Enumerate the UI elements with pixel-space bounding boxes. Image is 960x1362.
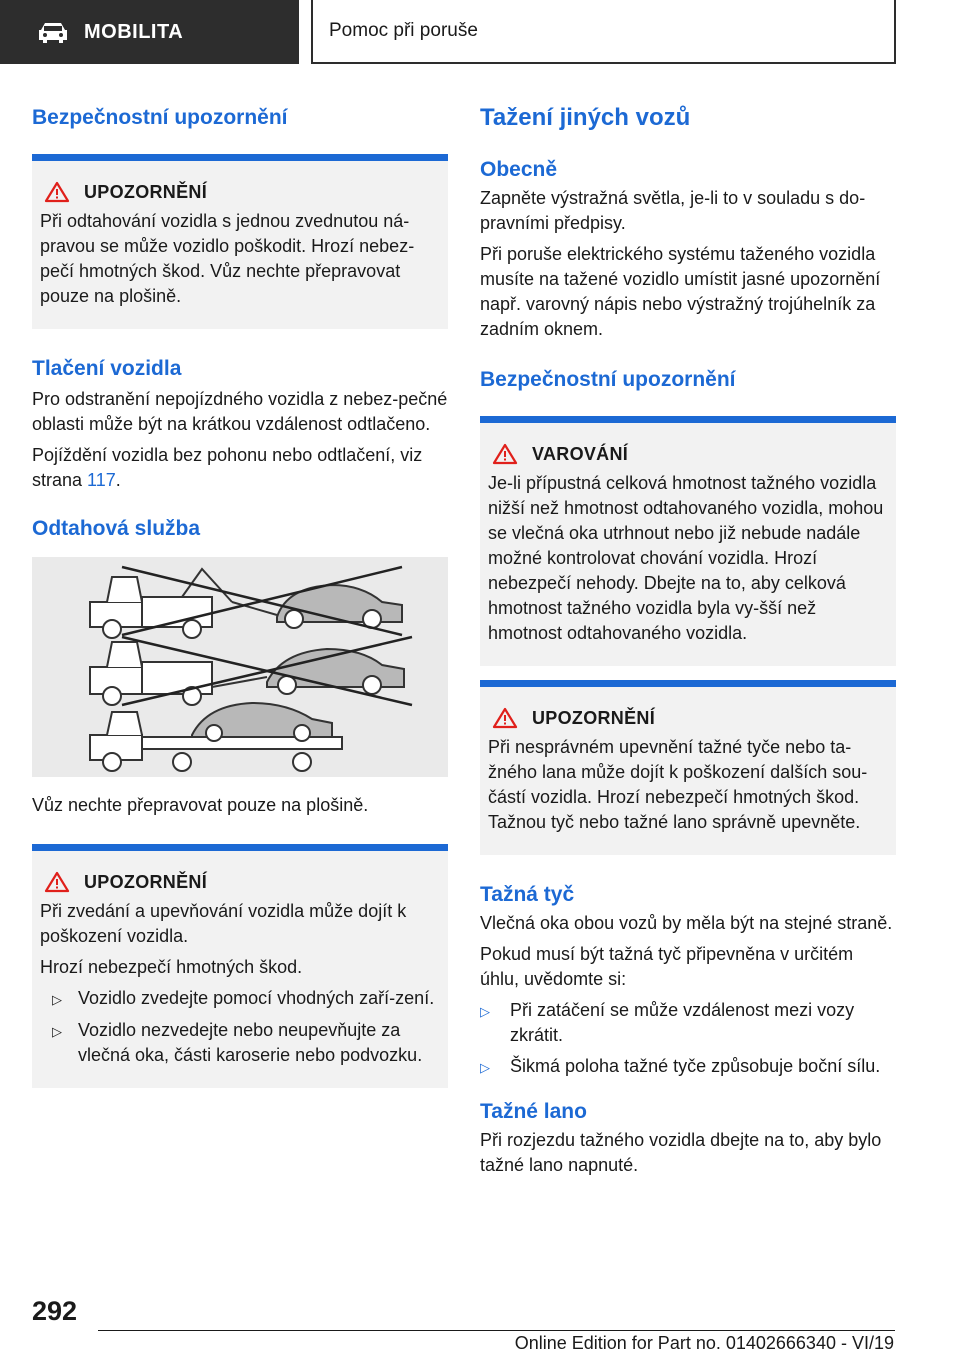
tow-rope-heading: Tažné lano xyxy=(480,1100,587,1123)
tow-bar-paragraph-1: Vlečná oka obou vozů by měla být na stejné straně. xyxy=(480,913,893,933)
warning-triangle-icon xyxy=(492,707,518,729)
towing-illustration xyxy=(32,557,448,777)
general-paragraph-1: Zapněte výstražná světla, je-li to v souladu s do-pravními předpisy. xyxy=(480,188,866,233)
right-column xyxy=(480,92,896,1178)
safety-heading-right: Bezpečnostní upozornění xyxy=(480,368,736,391)
tow-service-heading: Odtahová služba xyxy=(32,517,201,540)
safety-heading-left: Bezpečnostní upozornění xyxy=(32,106,288,129)
warning-triangle-icon xyxy=(44,181,70,203)
warning-box-3 xyxy=(480,416,896,666)
list-item: ▷ Vozidlo nezvedejte nebo neupevňujte za vlečná oka, části karoserie nebo podvozku. xyxy=(40,1018,438,1068)
car-icon xyxy=(36,20,70,44)
general-heading: Obecně xyxy=(480,158,558,181)
tow-bar-heading: Tažná tyč xyxy=(480,883,575,906)
page-number: 292 xyxy=(32,1296,78,1326)
list-item: ▷ Při zatáčení se může vzdálenost mezi vozy zkrátit. xyxy=(480,998,896,1048)
warning-text-1: Při zvedání a upevňování vozidla může dojít k poškození vozidla. xyxy=(40,901,407,946)
warning-box-2 xyxy=(32,844,448,1088)
general-paragraph-2: Při poruše elektrického systému taženého vozidla musíte na tažené vozidlo umístit jasné upozornění např. varovný nápis nebo výstražný trojúhelník za zadním oknem. xyxy=(480,244,881,339)
warning-box-4 xyxy=(480,680,896,855)
page-reference-link[interactable]: 117 xyxy=(87,470,116,490)
chapter-tab xyxy=(311,0,896,64)
bullet-triangle-icon: ▷ xyxy=(52,1024,62,1039)
bullet-triangle-icon: ▷ xyxy=(52,992,62,1007)
push-paragraph-2: Pojíždění vozidla bez pohonu nebo odtlačení, viz strana 117. xyxy=(32,445,423,490)
left-column xyxy=(32,92,448,1088)
warning-triangle-icon xyxy=(44,871,70,893)
footer-divider xyxy=(98,1330,895,1331)
tow-trucks-drawing xyxy=(32,557,448,777)
list-item: ▷ Šikmá poloha tažné tyče způsobuje boční sílu. xyxy=(480,1054,896,1080)
push-heading: Tlačení vozidla xyxy=(32,357,182,380)
bullet-triangle-icon: ▷ xyxy=(480,1004,490,1019)
warning-title: UPOZORNĚNÍ xyxy=(84,871,208,892)
chapter-label: Pomoc při poruše xyxy=(329,20,478,41)
edition-text: Online Edition for Part no. 01402666340 - VI/19 xyxy=(514,1333,894,1353)
page-header xyxy=(0,0,960,66)
warning-text: Při nesprávném upevnění tažné tyče nebo ta-žného lana může dojít k poškození dalších sou-částí vozidla. Hrozí nebezpečí hmotných škod. Tažnou tyč nebo tažné lano správně upevněte. xyxy=(488,737,868,832)
section-tab xyxy=(0,0,299,64)
warning-title: UPOZORNĚNÍ xyxy=(84,181,208,202)
warning-triangle-icon xyxy=(492,443,518,465)
warning-box-1 xyxy=(32,154,448,329)
warning-text: Při odtahování vozidla s jednou zvednutou ná-pravou se může vozidlo poškodit. Hrozí nebez-pečí hmotných škod. Vůz nechte přepravovat pouze na plošině. xyxy=(40,211,415,306)
warning-title: VAROVÁNÍ xyxy=(532,443,629,464)
main-heading: Tažení jiných vozů xyxy=(480,104,691,131)
tow-bar-paragraph-2: Pokud musí být tažná tyč připevněna v určitém úhlu, uvědomte si: xyxy=(480,944,854,989)
section-label: MOBILITA xyxy=(84,20,184,43)
warning-text: Je-li přípustná celková hmotnost tažného vozidla nižší než hmotnost odtahovaného vozidla, mohou se vlečná oka utrhnout nebo již nebude nadále možné kontrolovat chování vozidla. Hrozí nebezpečí nehody. Dbejte na to, aby celková hmotnost tažného vozidla byla vy-šší než hmotnost odtahovaného vozidla. xyxy=(488,473,884,643)
bullet-triangle-icon: ▷ xyxy=(480,1060,490,1075)
tow-rope-paragraph: Při rozjezdu tažného vozidla dbejte na to, aby bylo tažné lano napnuté. xyxy=(480,1130,882,1175)
warning-title: UPOZORNĚNÍ xyxy=(532,707,656,728)
push-paragraph-1: Pro odstranění nepojízdného vozidla z nebez-pečné oblasti může být na krátkou vzdálenost odtlačeno. xyxy=(32,389,448,434)
illustration-caption: Vůz nechte přepravovat pouze na plošině. xyxy=(32,795,369,815)
warning-text-2: Hrozí nebezpečí hmotných škod. xyxy=(40,957,303,977)
list-item: ▷ Vozidlo zvedejte pomocí vhodných zaří-zení. xyxy=(40,986,438,1012)
